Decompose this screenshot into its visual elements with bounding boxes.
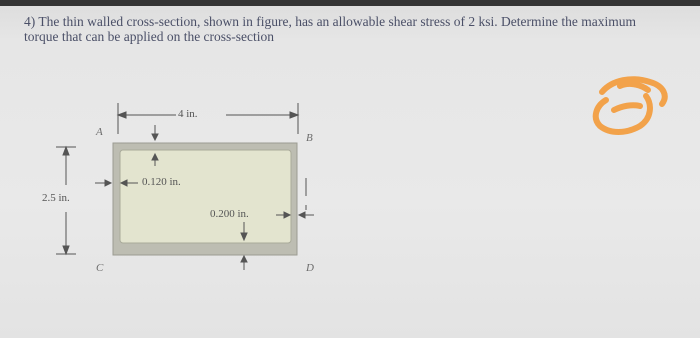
- corner-label-a: A: [96, 126, 103, 138]
- problem-line-1: 4) The thin walled cross-section, shown in figure, has an allowable shear stress of 2 ksi. Determine the maximum: [24, 14, 636, 29]
- corner-label-c: C: [96, 262, 104, 274]
- scribble-annotation: [596, 79, 665, 132]
- tube-inner-hollow: [120, 150, 291, 243]
- thickness-side-label: 0.120 in.: [142, 176, 181, 188]
- thickness-bottom-label: 0.200 in.: [210, 208, 249, 220]
- width-dimension: [118, 103, 298, 134]
- problem-line-2: torque that can be applied on the cross-section: [24, 29, 275, 44]
- height-label: 2.5 in.: [42, 192, 70, 204]
- corner-label-b: B: [306, 132, 313, 144]
- width-label: 4 in.: [178, 108, 198, 120]
- corner-label-d: D: [306, 262, 314, 274]
